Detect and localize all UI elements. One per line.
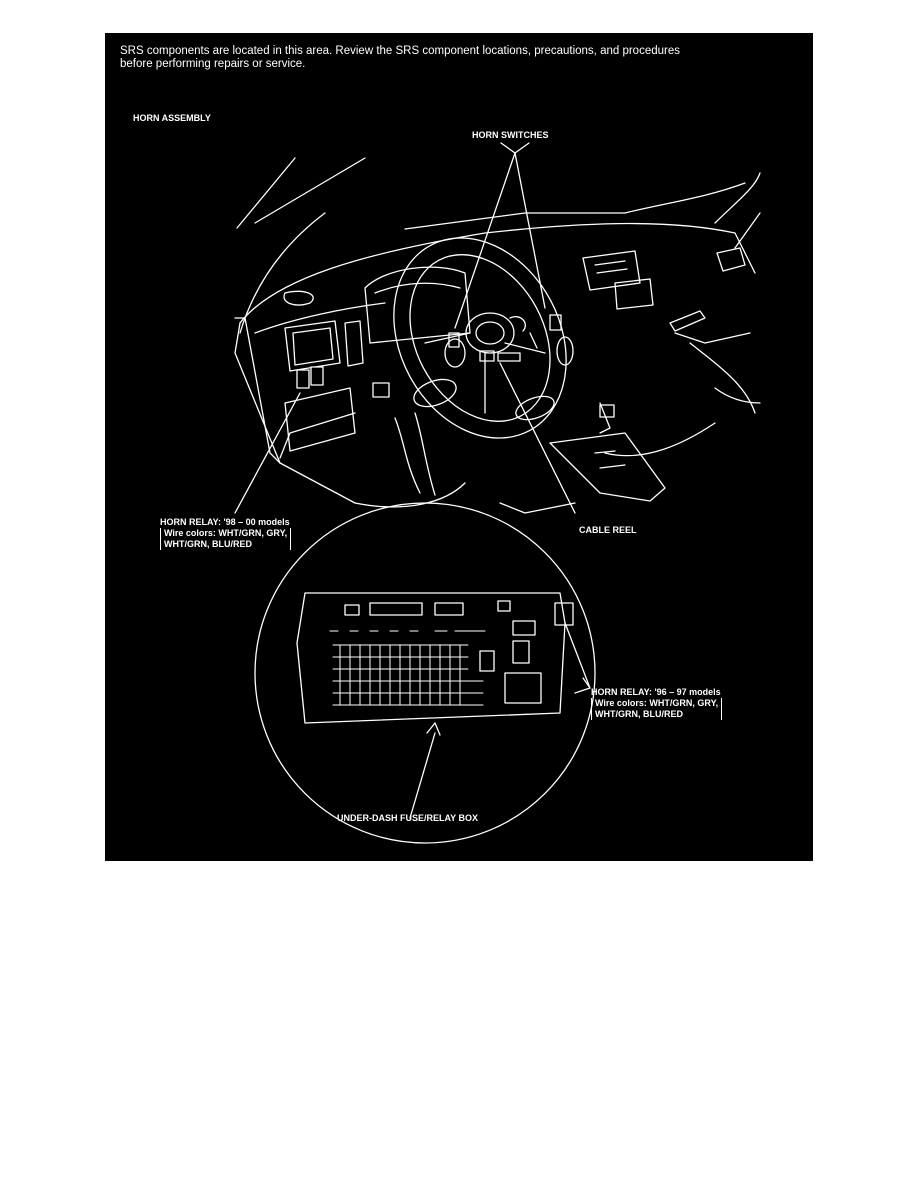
horn-assembly-label: HORN ASSEMBLY: [133, 113, 211, 123]
fuse-box-label: UNDER-DASH FUSE/RELAY BOX: [337, 813, 479, 823]
horn-relay-96-97-wires: [591, 698, 722, 720]
fuse-row: [330, 631, 485, 705]
horn-relay-96-97-wire-line1: Wire colors: WHT/GRN, GRY,: [595, 698, 719, 708]
srs-warning: [120, 45, 680, 71]
leader-lines: [235, 143, 590, 818]
center-console: [550, 248, 745, 501]
horn-relay-98-00-wires: [160, 528, 291, 550]
diagram-panel: [105, 33, 813, 861]
under-dash-fuse-box-small: [373, 383, 389, 397]
horn-switches-label: HORN SWITCHES: [472, 130, 549, 140]
cable-reel: [480, 317, 537, 361]
horn-relay-98-00-title: HORN RELAY: '98 – 00 models: [160, 517, 290, 527]
horn-relay-96-97-callout: [591, 687, 722, 720]
steering-wheel: [360, 208, 600, 469]
srs-warning-line2: before performing repairs or service.: [120, 58, 306, 70]
horn-relay-98-00-wire-line1: Wire colors: WHT/GRN, GRY,: [164, 528, 288, 538]
horn-relay-98-00-callout: [160, 517, 291, 550]
horn-relay-96-97-title: HORN RELAY: '96 – 97 models: [591, 687, 721, 697]
horn-relay-98-00: [297, 367, 323, 388]
horn-relay-96-97-wire-line2: WHT/GRN, BLU/RED: [595, 709, 683, 719]
cable-reel-label: CABLE REEL: [579, 525, 637, 535]
fuse-box-magnified-view: [255, 503, 595, 843]
instrument-cluster: [365, 267, 470, 343]
dashboard-illustration: [105, 33, 813, 861]
zoom-connector: [395, 413, 435, 495]
srs-warning-line1: SRS components are located in this area. Review the SRS component locations, precautions, and procedures: [120, 45, 680, 57]
horn-relay-98-00-wire-line2: WHT/GRN, BLU/RED: [164, 539, 252, 549]
